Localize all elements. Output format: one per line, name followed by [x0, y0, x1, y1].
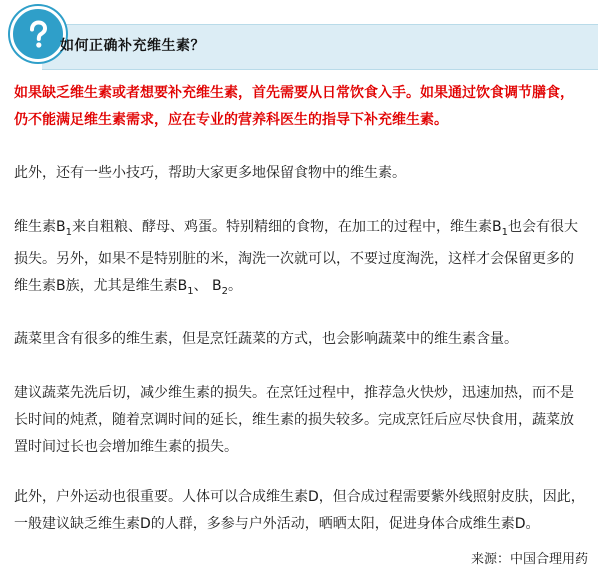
vegetable-intro-line: 蔬菜里含有很多的维生素，但是烹饪蔬菜的方式，也会影响蔬菜中的维生素含量。	[14, 331, 518, 347]
tips-intro-line: 此外，还有一些小技巧，帮助大家更多地保留食物中的维生素。	[14, 165, 406, 181]
tips-intro-paragraph	[14, 160, 592, 187]
vitamin-d-paragraph	[14, 484, 592, 538]
intro-line-1: 如果缺乏维生素或者想要补充维生素，首先需要从日常饮食入手。如果通过饮食调节膳食，	[14, 85, 574, 101]
cooking-tips-paragraph	[14, 380, 592, 461]
intro-line-2: 仍不能满足维生素需求，应在专业的营养科医生的指导下补充维生素。	[14, 112, 448, 128]
vitamin-b-line-3: 维生素B族，尤其是维生素$B_1$、 $B_2$。	[14, 277, 243, 297]
vitamin-b-line-2: 损失。另外，如果不是特别脏的米，淘洗一次就可以，不要过度淘洗，这样才会保留更多的	[14, 250, 574, 267]
vegetable-intro-paragraph	[14, 326, 592, 353]
page-title: 如何正确补充维生素？	[60, 38, 205, 54]
vitamin-d-line-2: 一般建议缺乏维生素D的人群，多参与户外活动，晒晒太阳，促进身体合成维生素D。	[14, 516, 540, 532]
question-icon	[10, 6, 66, 62]
cooking-tips-line-3: 置时间过长也会增加维生素的损失。	[14, 439, 238, 455]
source-credit: 来源：中国合理用药	[470, 552, 588, 567]
question-header	[4, 4, 592, 74]
intro-paragraph	[14, 80, 592, 134]
cooking-tips-line-1: 建议蔬菜先洗后切，减少维生素的损失。在烹饪过程中，推荐急火快炒，迅速加热，而不是	[14, 385, 574, 401]
vitamin-b-paragraph	[14, 214, 592, 305]
vitamin-d-line-1: 此外，户外运动也很重要。人体可以合成维生素D，但合成过程需要紫外线照射皮肤，因此，	[14, 489, 585, 505]
cooking-tips-line-2: 长时间的炖煮，随着烹调时间的延长，维生素的损失较多。完成烹饪后应尽快食用，蔬菜放	[14, 412, 574, 428]
vitamin-b-line-1: 维生素$B_1$来自粗粮、酵母、鸡蛋。特别精细的食物，在加工的过程中，维生素$B_1$也会有很大	[14, 219, 578, 238]
